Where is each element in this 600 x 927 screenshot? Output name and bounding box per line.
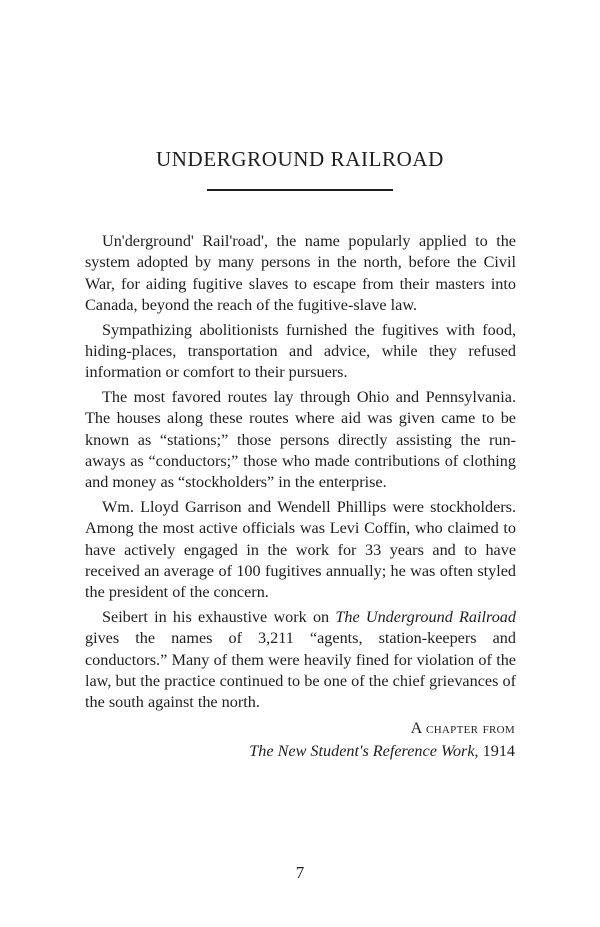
chapter-body — [85, 231, 516, 717]
source-year: , 1914 — [474, 742, 515, 760]
title-underline-rule — [207, 189, 393, 191]
paragraph-5-after: gives the names of 3,211 “agents, station-keepers and conductors.” Many of them were heavily fined for violation of the law, but the practice continued to be one of the chief grievances of the south against the north. — [85, 629, 516, 712]
source-attribution — [84, 717, 515, 763]
page-number: 7 — [295, 863, 305, 882]
book-title-italic: The Underground Railroad — [335, 608, 516, 627]
chapter-title: UNDERGROUND RAILROAD — [156, 147, 444, 171]
paragraph-5-before: Seibert in his exhaustive work on — [102, 608, 336, 627]
paragraph-4: Wm. Lloyd Garrison and Wendell Phillips were stockholders. Among the most active officials was Levi Coffin, who claimed to have actively engaged in the work for 33 years and to have received an average of 100 fugitives annually; he was often styled the president of the concern. — [85, 498, 516, 602]
paragraph-5 — [85, 607, 516, 713]
attribution-source — [84, 740, 515, 763]
paragraph-1: Un'derground' Rail'road', the name popularly applied to the system adopted by many persons in the north, before the Civil War, for aiding fugitive slaves to escape from their masters into Canada, beyond the reach of the fugitive-slave law. — [85, 232, 516, 314]
paragraph-2: Sympathizing abolitionists furnished the fugitives with food, hiding-places, transportation and advice, while they refused information or comfort to their pursuers. — [85, 320, 516, 382]
source-book-title: The New Student's Reference Work — [249, 742, 475, 760]
attribution-label: A chapter from — [410, 719, 515, 737]
paragraph-3: The most favored routes lay through Ohio and Pennsylvania. The houses along these routes where aid was given came to be known as “stations;” those persons directly assisting the run-aways as “conductors;” those who made contributions of clothing and money as “stockholders” in the enterprise. — [85, 388, 516, 492]
